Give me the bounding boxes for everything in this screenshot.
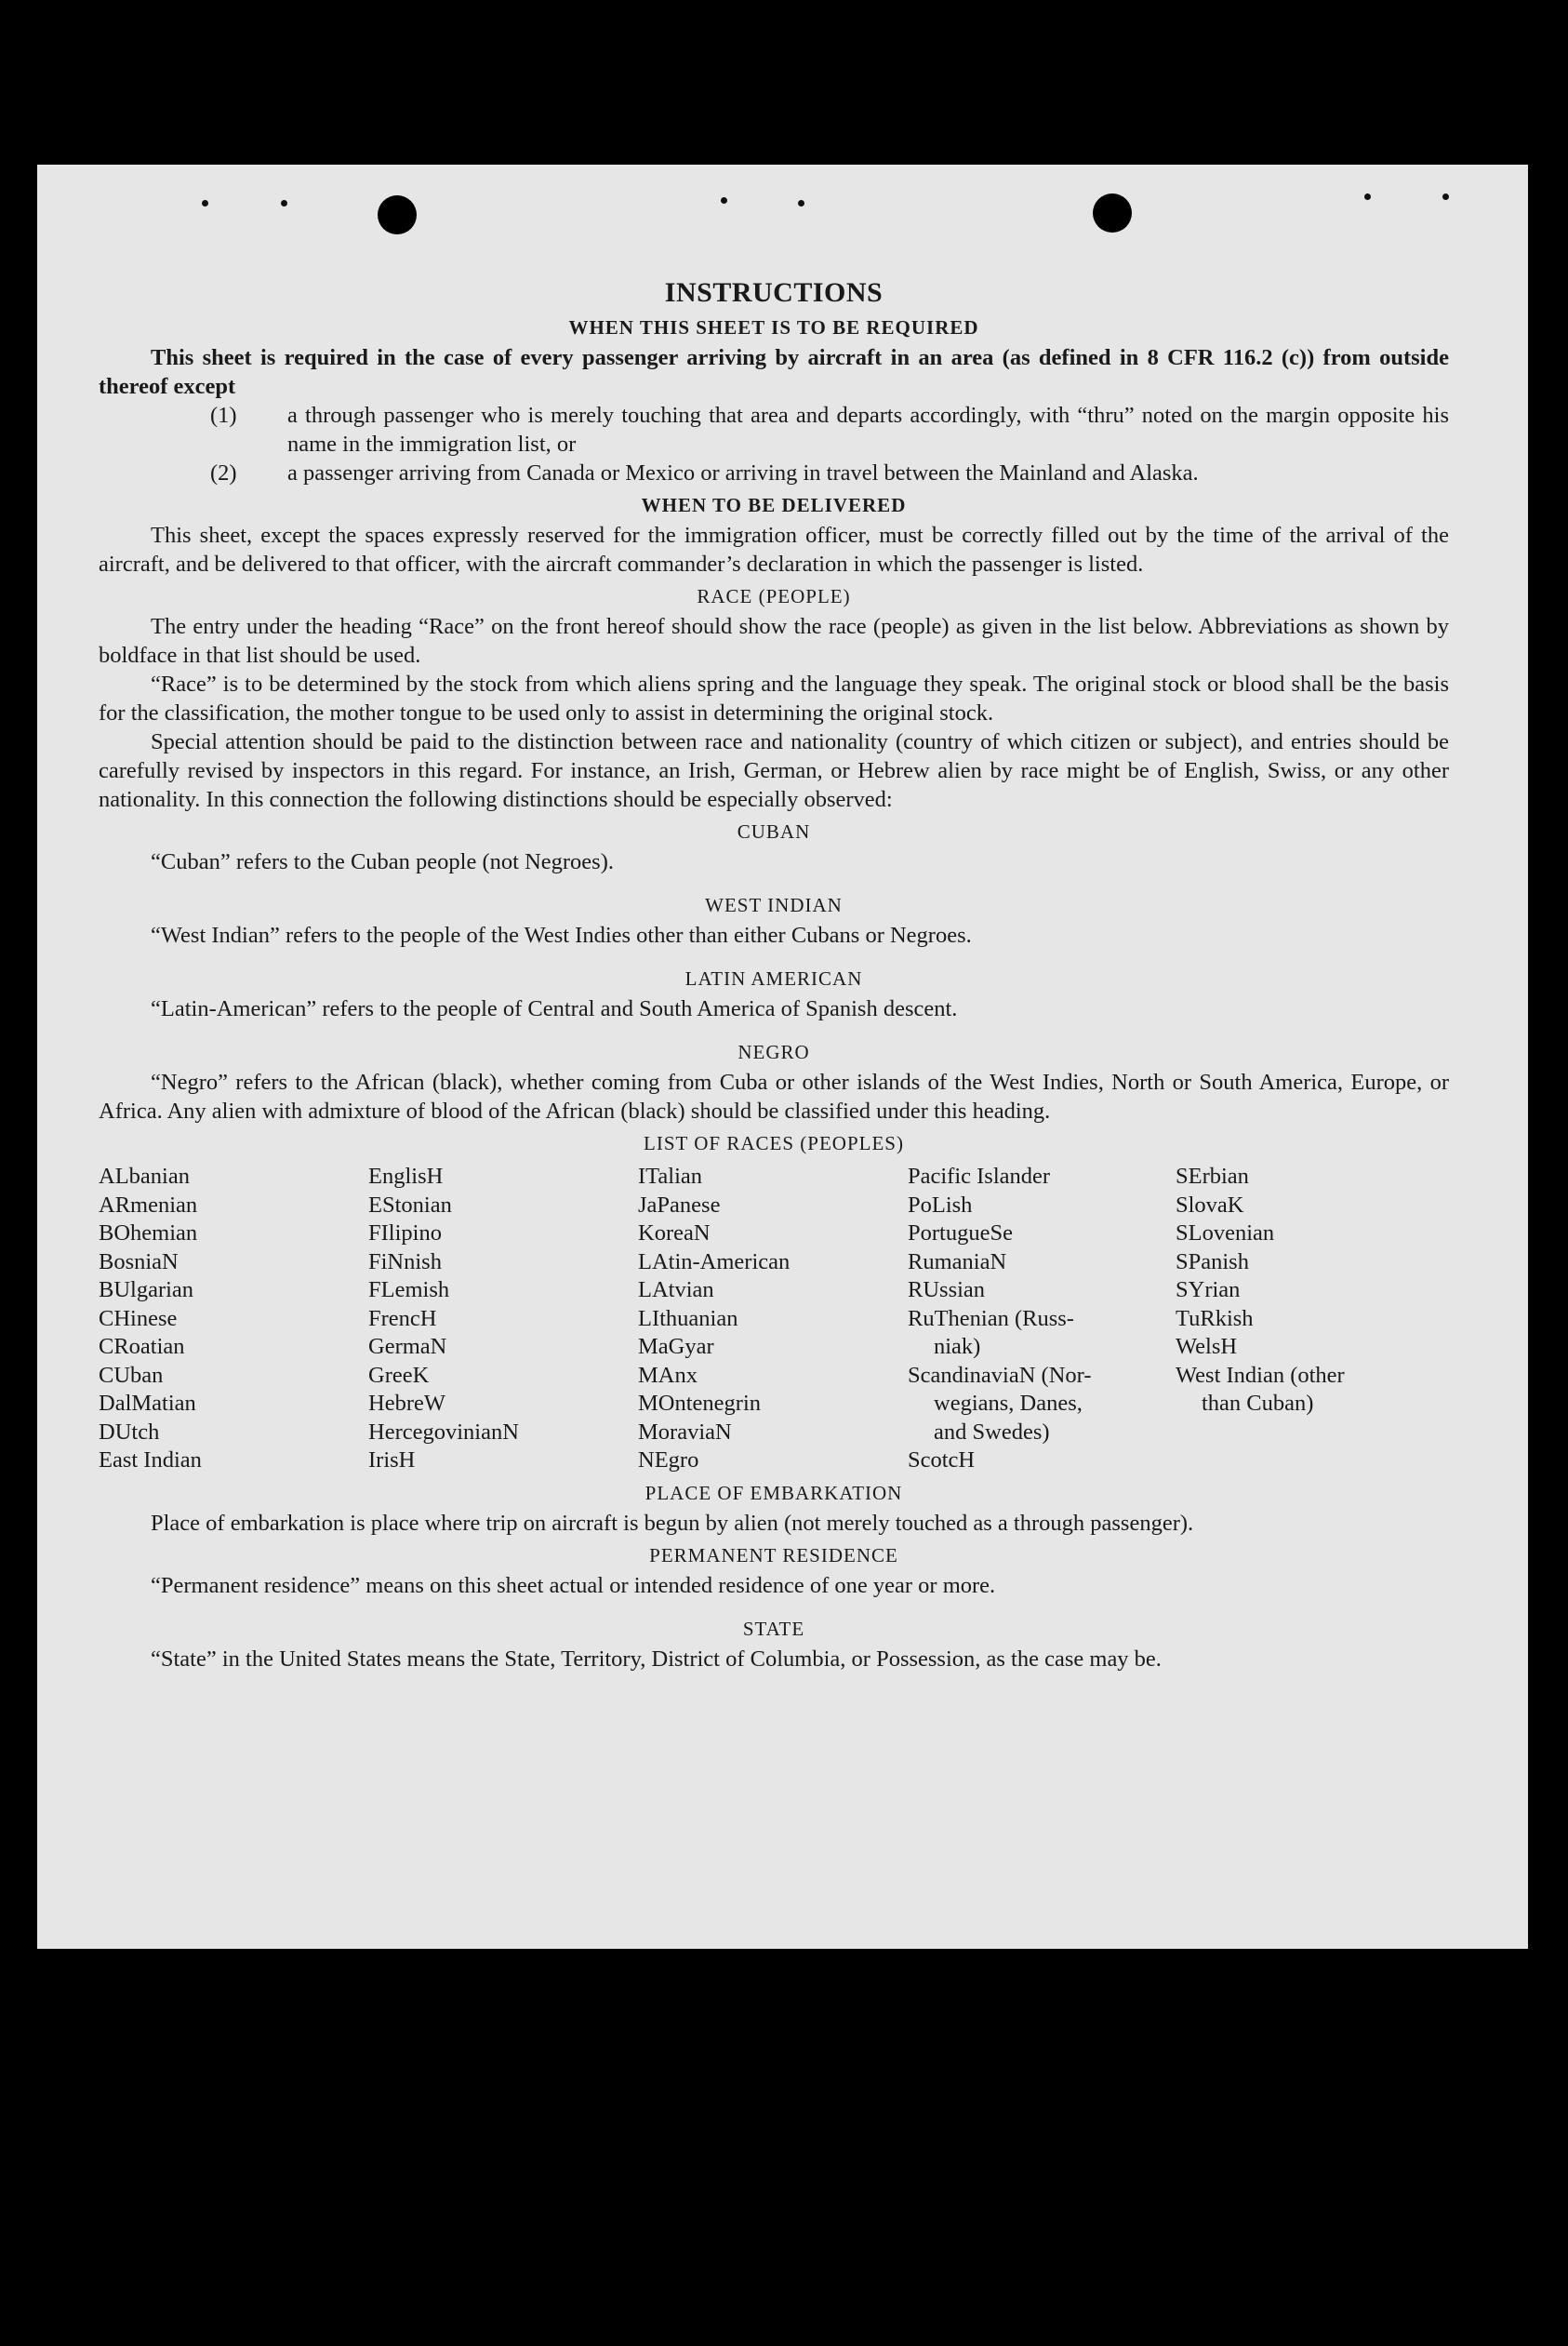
races-column-5 bbox=[1176, 1163, 1449, 1475]
heading-residence: PERMANENT RESIDENCE bbox=[649, 1543, 898, 1566]
heading-required: WHEN THIS SHEET IS TO BE REQUIRED bbox=[568, 316, 979, 339]
race-paragraph-3: Special attention should be paid to the distinction between race and nationality (country of which citizen or subject), and entries should be carefully revised by inspectors in this regard. For instance, an Irish, German, or Hebrew alien by race might be of English, Swiss, or any other nationality. In this connection the following distinctions should be especially observed: bbox=[99, 729, 1449, 812]
state-text: “State” in the United States means the State, Territory, District of Columbia, or Possession, as the case may be. bbox=[151, 1646, 1162, 1672]
race-entry: MaGyar bbox=[638, 1334, 714, 1359]
document-page bbox=[37, 165, 1528, 1949]
required-intro: This sheet is required in the case of every passenger arriving by aircraft in an area (as defined in 8 CFR 116.2 (c)) from outside thereof except bbox=[99, 345, 1449, 399]
race-entry: FrencH bbox=[368, 1305, 437, 1331]
race-entry: FiNnish bbox=[368, 1248, 442, 1274]
race-entry: RumaniaN bbox=[908, 1248, 1007, 1274]
instructions-content bbox=[99, 276, 1449, 1673]
race-entry: ITalian bbox=[638, 1164, 703, 1189]
race-entry: MOntenegrin bbox=[638, 1391, 761, 1416]
heading-embarkation: PLACE OF EMBARKATION bbox=[644, 1481, 903, 1504]
race-entry: EStonian bbox=[368, 1192, 452, 1218]
race-entry: SYrian bbox=[1176, 1277, 1241, 1302]
punch-hole-left bbox=[378, 195, 417, 234]
speck bbox=[1442, 193, 1449, 200]
race-entry-continued: wegians, Danes, bbox=[934, 1391, 1083, 1416]
race-entry: ARmenian bbox=[99, 1192, 198, 1218]
item-text: a passenger arriving from Canada or Mexico or arriving in travel between the Mainland and Alaska. bbox=[287, 460, 1199, 486]
residence-text: “Permanent residence” means on this sheet actual or intended residence of one year or more. bbox=[151, 1572, 996, 1598]
race-entry: WelsH bbox=[1176, 1334, 1238, 1359]
speck bbox=[721, 197, 727, 204]
speck bbox=[798, 200, 804, 207]
cuban-text: “Cuban” refers to the Cuban people (not Negroes). bbox=[151, 849, 614, 874]
speck bbox=[281, 200, 287, 207]
race-entry: IrisH bbox=[368, 1447, 416, 1473]
race-entry: KoreaN bbox=[638, 1220, 711, 1246]
race-entry: FIlipino bbox=[368, 1220, 442, 1246]
race-entry: EnglisH bbox=[368, 1164, 444, 1189]
race-entry: PortugueSe bbox=[908, 1220, 1013, 1246]
race-entry: SlovaK bbox=[1176, 1192, 1244, 1218]
races-list bbox=[99, 1163, 1449, 1475]
race-entry: HercegovinianN bbox=[368, 1419, 519, 1445]
race-entry: Pacific Islander bbox=[908, 1164, 1051, 1189]
heading-list-of-races: LIST OF RACES (PEOPLES) bbox=[644, 1132, 904, 1154]
required-item-1 bbox=[99, 401, 1449, 459]
race-entry: ScandinaviaN (Nor- bbox=[908, 1362, 1092, 1388]
race-entry: CRoatian bbox=[99, 1334, 185, 1359]
delivered-text: This sheet, except the spaces expressly reserved for the immigration officer, must be correctly filled out by the time of the arrival of the aircraft, and be delivered to that officer, with the aircraft commander’s declaration in which the passenger is listed. bbox=[99, 523, 1449, 577]
race-entry: West Indian (other bbox=[1176, 1362, 1345, 1388]
item-number: (2) bbox=[210, 460, 237, 486]
races-column-3 bbox=[638, 1163, 908, 1475]
speck bbox=[202, 200, 208, 207]
speck bbox=[1364, 193, 1371, 200]
item-text: a through passenger who is merely touching that area and departs accordingly, with “thru” noted on the margin opposite his name in the immigration list, or bbox=[287, 403, 1449, 457]
race-entry: BOhemian bbox=[99, 1220, 198, 1246]
heading-latin-american: LATIN AMERICAN bbox=[684, 967, 863, 990]
race-entry: ScotcH bbox=[908, 1447, 976, 1473]
race-entry: MAnx bbox=[638, 1362, 698, 1388]
race-entry: LIthuanian bbox=[638, 1305, 738, 1331]
race-entry: BosniaN bbox=[99, 1248, 179, 1274]
race-entry: East Indian bbox=[99, 1447, 202, 1473]
race-entry: FLemish bbox=[368, 1277, 450, 1302]
race-entry-continued: niak) bbox=[934, 1334, 981, 1359]
heading-delivered: WHEN TO BE DELIVERED bbox=[641, 494, 907, 516]
races-column-1 bbox=[99, 1163, 368, 1475]
race-entry: RuThenian (Russ- bbox=[908, 1305, 1074, 1331]
punch-hole-right bbox=[1093, 193, 1132, 233]
heading-cuban: CUBAN bbox=[737, 820, 811, 843]
race-entry: RUssian bbox=[908, 1277, 986, 1302]
race-entry: BUlgarian bbox=[99, 1277, 194, 1302]
races-column-2 bbox=[368, 1163, 638, 1475]
race-entry: NEgro bbox=[638, 1447, 699, 1473]
race-entry: JaPanese bbox=[638, 1192, 721, 1218]
page-title: INSTRUCTIONS bbox=[664, 277, 884, 308]
race-entry: MoraviaN bbox=[638, 1419, 732, 1445]
race-paragraph-1: The entry under the heading “Race” on the front hereof should show the race (people) as given in the list below. Abbreviations as shown by boldface in that list should be used. bbox=[99, 614, 1449, 668]
race-entry: DalMatian bbox=[99, 1391, 196, 1416]
race-entry: SPanish bbox=[1176, 1248, 1249, 1274]
item-number: (1) bbox=[210, 403, 237, 428]
heading-west-indian: WEST INDIAN bbox=[705, 894, 843, 916]
west-indian-text: “West Indian” refers to the people of the West Indies other than either Cubans or Negroes. bbox=[151, 923, 972, 948]
negro-text: “Negro” refers to the African (black), whether coming from Cuba or other islands of the West Indies, North or South America, Europe, or Africa. Any alien with admixture of blood of the African (black) should be classified under this heading. bbox=[99, 1070, 1449, 1124]
heading-race: RACE (PEOPLE) bbox=[697, 585, 851, 607]
heading-negro: NEGRO bbox=[737, 1041, 810, 1063]
race-entry: DUtch bbox=[99, 1419, 160, 1445]
race-entry: GreeK bbox=[368, 1362, 430, 1388]
race-entry: CHinese bbox=[99, 1305, 178, 1331]
race-entry: PoLish bbox=[908, 1192, 973, 1218]
race-entry: HebreW bbox=[368, 1391, 445, 1416]
race-entry: ALbanian bbox=[99, 1164, 190, 1189]
race-entry: TuRkish bbox=[1176, 1305, 1254, 1331]
race-entry-continued: and Swedes) bbox=[934, 1419, 1050, 1445]
required-item-2 bbox=[99, 459, 1449, 487]
race-entry: SLovenian bbox=[1176, 1220, 1275, 1246]
race-entry: CUban bbox=[99, 1362, 164, 1388]
race-entry: GermaN bbox=[368, 1334, 447, 1359]
race-entry-continued: than Cuban) bbox=[1202, 1391, 1314, 1416]
embarkation-text: Place of embarkation is place where trip on aircraft is begun by alien (not merely touched as a through passenger). bbox=[151, 1510, 1194, 1536]
race-entry: LAtvian bbox=[638, 1277, 714, 1302]
latin-american-text: “Latin-American” refers to the people of Central and South America of Spanish descent. bbox=[151, 996, 958, 1021]
heading-state: STATE bbox=[742, 1617, 805, 1640]
race-paragraph-2: “Race” is to be determined by the stock from which aliens spring and the language they speak. The original stock or blood shall be the basis for the classification, the mother tongue to be used only to assist in determining the original stock. bbox=[99, 672, 1449, 726]
race-entry: SErbian bbox=[1176, 1164, 1249, 1189]
races-column-4 bbox=[908, 1163, 1176, 1475]
race-entry: LAtin-American bbox=[638, 1248, 791, 1274]
